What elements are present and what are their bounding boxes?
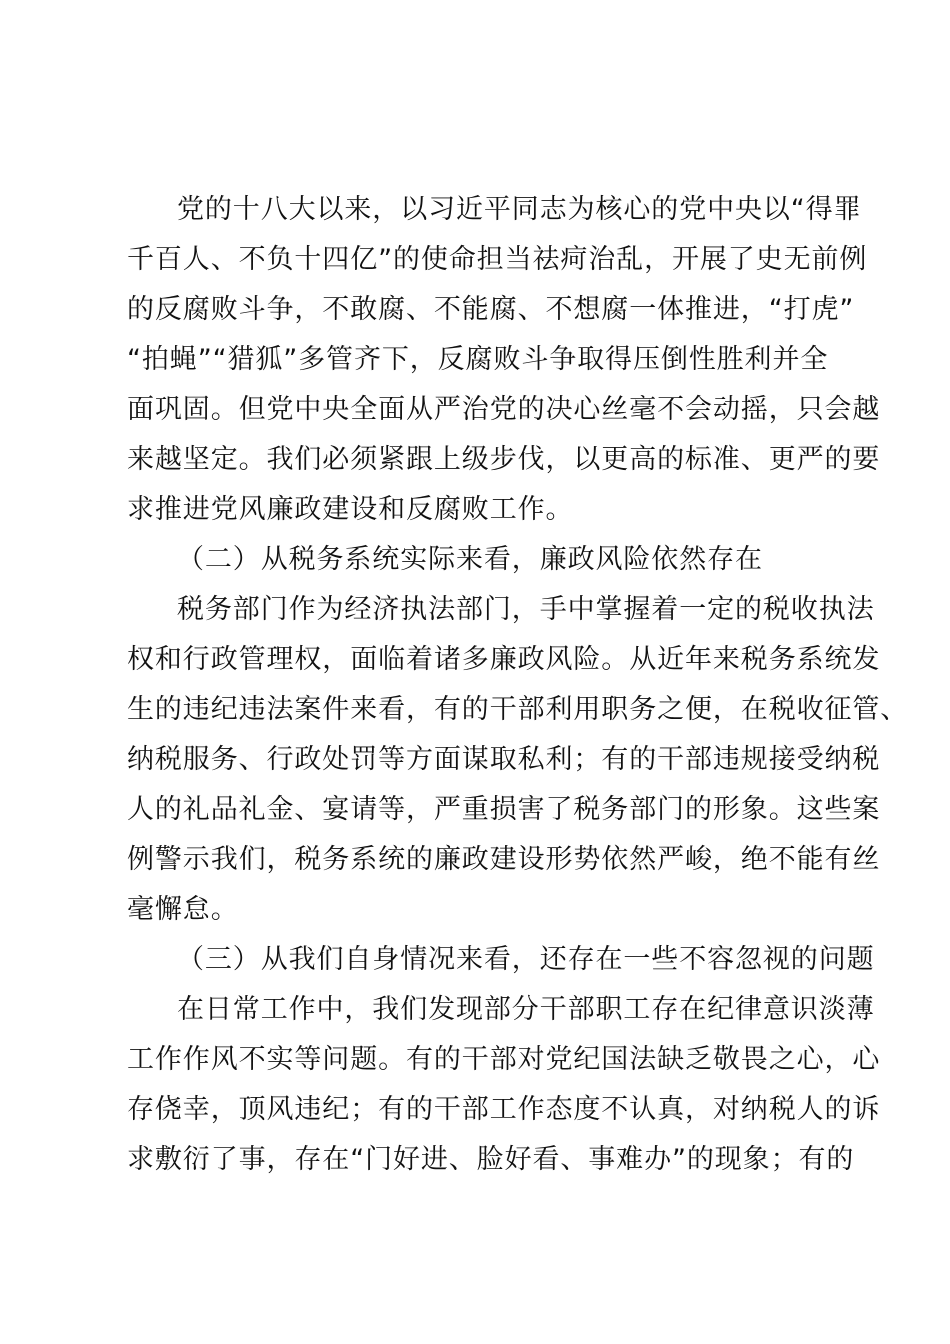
paragraph-3-line-4: 求敷衍了事，存在“门好进、脸好看、事难办”的现象；有的 bbox=[127, 1144, 855, 1175]
paragraph-1-line-6: 来越坚定。我们必须紧跟上级步伐，以更高的标准、更严的要 bbox=[127, 444, 881, 475]
paragraph-3-line-2: 工作作风不实等问题。有的干部对党纪国法缺乏敬畏之心，心 bbox=[127, 1044, 881, 1075]
paragraph-2-line-7: 毫懈怠。 bbox=[127, 894, 239, 925]
paragraph-3-line-3: 存侥幸，顶风违纪；有的干部工作态度不认真，对纳税人的诉 bbox=[127, 1094, 881, 1125]
paragraph-2-line-4: 纳税服务、行政处罚等方面谋取私利；有的干部违规接受纳税 bbox=[127, 744, 881, 775]
paragraph-2-line-5: 人的礼品礼金、宴请等，严重损害了税务部门的形象。这些案 bbox=[127, 794, 881, 825]
paragraph-2-line-6: 例警示我们，税务系统的廉政建设形势依然严峻，绝不能有丝 bbox=[127, 844, 881, 875]
paragraph-1-line-5: 面巩固。但党中央全面从严治党的决心丝毫不会动摇，只会越 bbox=[127, 394, 881, 425]
paragraph-1-line-7: 求推进党风廉政建设和反腐败工作。 bbox=[127, 494, 574, 525]
paragraph-1-line-3: 的反腐败斗争，不敢腐、不能腐、不想腐一体推进，“打虎” bbox=[127, 294, 855, 325]
paragraph-2-line-2: 权和行政管理权，面临着诸多廉政风险。从近年来税务系统发 bbox=[127, 644, 881, 675]
paragraph-1-line-2: 千百人、不负十四亿”的使命担当祛疴治乱，开展了史无前例 bbox=[127, 244, 868, 275]
paragraph-3-line-1: 在日常工作中，我们发现部分干部职工存在纪律意识淡薄 bbox=[177, 994, 875, 1025]
paragraph-1-line-1: 党的十八大以来，以习近平同志为核心的党中央以“得罪 bbox=[177, 194, 862, 225]
section-heading-3: （三）从我们自身情况来看，还存在一些不容忽视的问题 bbox=[177, 944, 875, 975]
section-heading-2: （二）从税务系统实际来看，廉政风险依然存在 bbox=[177, 544, 763, 575]
paragraph-1-line-4: “拍蝇”“猎狐”多管齐下，反腐败斗争取得压倒性胜利并全 bbox=[127, 344, 829, 375]
paragraph-2-line-3: 生的违纪违法案件来看，有的干部利用职务之便，在税收征管、 bbox=[127, 694, 909, 725]
paragraph-2-line-1: 税务部门作为经济执法部门，手中掌握着一定的税收执法 bbox=[177, 594, 875, 625]
